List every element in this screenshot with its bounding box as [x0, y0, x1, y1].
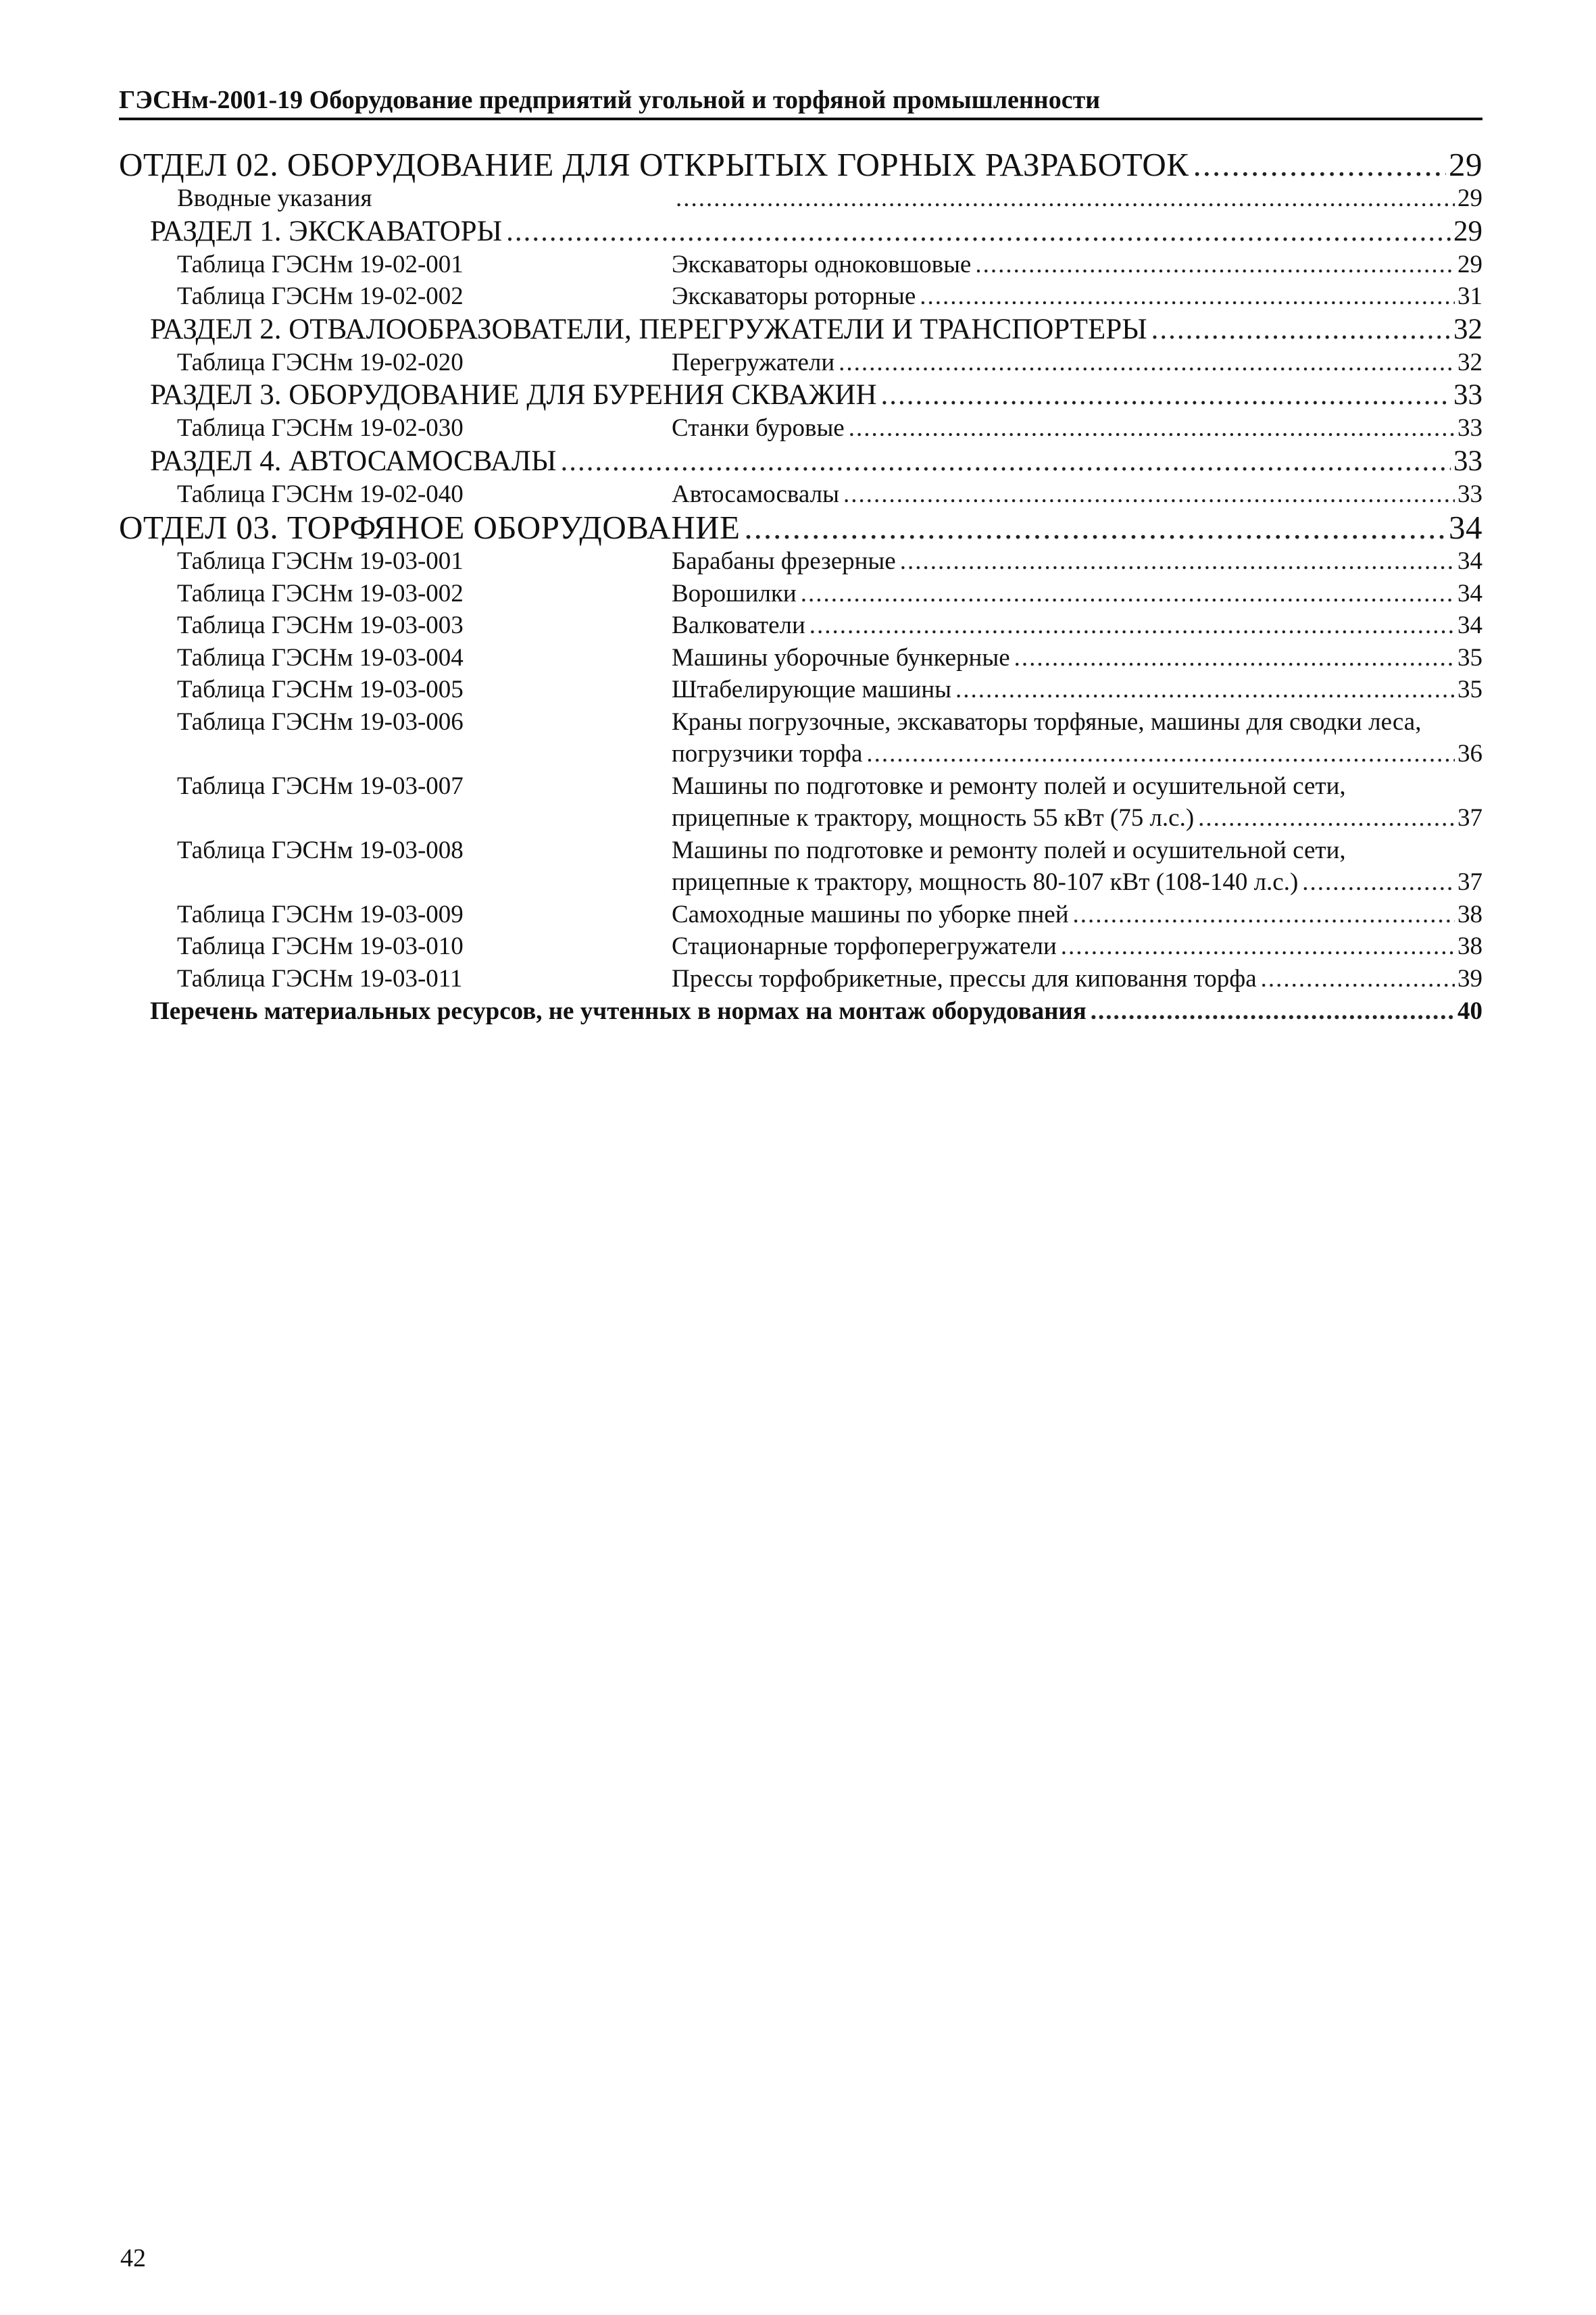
table-code: Таблица ГЭСНм 19-02-030	[177, 414, 464, 442]
toc-entry-title: Машины уборочные бункерные	[672, 643, 1010, 672]
table-code: Таблица ГЭСНм 19-03-006	[177, 707, 464, 736]
dot-leader	[955, 674, 1455, 706]
toc-entry-page: 38	[1457, 900, 1482, 928]
toc-entry-page: 29	[1449, 146, 1482, 183]
toc-entry-page: 31	[1457, 282, 1482, 310]
toc-entry-otdel-02[interactable]	[119, 147, 1482, 182]
dot-leader	[560, 445, 1451, 478]
toc-entry-page: 32	[1457, 348, 1482, 376]
dot-leader	[975, 249, 1455, 281]
table-code: Таблица ГЭСНм 19-03-010	[177, 932, 464, 960]
toc-entry-otdel-03[interactable]	[119, 510, 1482, 545]
toc-entry-title: Станки буровые	[672, 414, 845, 442]
dot-leader	[1151, 313, 1451, 347]
toc-entry-title: Прессы торфобрикетные, прессы для киповання торфа	[672, 964, 1257, 993]
toc-entry-title: Автосамосвалы	[672, 480, 839, 508]
toc-entry-title: ОТДЕЛ 03. ТОРФЯНОЕ ОБОРУДОВАНИЕ	[119, 509, 741, 546]
toc-entry-title: Самоходные машины по уборке пней	[672, 900, 1069, 928]
toc-entry-page: 33	[1457, 480, 1482, 508]
table-code: Таблица ГЭСНм 19-03-003	[177, 612, 464, 639]
table-code: Таблица ГЭСНм 19-03-008	[177, 836, 464, 864]
dot-leader	[900, 545, 1455, 578]
table-code: Таблица ГЭСНм 19-03-005	[177, 676, 464, 703]
toc-entry-page: 29	[1457, 250, 1482, 278]
toc-entry-title: Экскаваторы одноковшовые	[672, 250, 972, 278]
toc-entry-razdel-3[interactable]	[119, 378, 1482, 412]
table-of-contents	[119, 147, 1482, 1028]
toc-entry-table-19-02-002[interactable]	[119, 280, 1482, 313]
toc-entry-title: Перечень материальных ресурсов, не учтенных в нормах на монтаж оборудования	[150, 997, 1087, 1025]
dot-leader	[506, 215, 1451, 249]
table-code: Таблица ГЭСНм 19-03-004	[177, 643, 464, 672]
toc-entry-title: Барабаны фрезерные	[672, 547, 896, 575]
dot-leader	[1261, 963, 1455, 995]
toc-entry-title-line-2: прицепные к трактору, мощность 55 кВт (75 л.с.)	[672, 804, 1195, 832]
table-code: Таблица ГЭСНм 19-02-001	[177, 250, 464, 278]
toc-entry-page: 38	[1457, 932, 1482, 960]
table-code: Таблица ГЭСНм 19-03-001	[177, 547, 464, 575]
toc-entry-title: Стационарные торфоперегружатели	[672, 932, 1057, 960]
toc-entry-page: 33	[1453, 379, 1482, 411]
toc-entry-title-line-1: Машины по подготовке и ремонту полей и осушительной сети,	[672, 836, 1346, 864]
dot-leader	[1014, 642, 1455, 674]
dot-leader	[1302, 866, 1455, 899]
dot-leader	[881, 378, 1451, 412]
toc-entry-page: 33	[1453, 445, 1482, 477]
toc-entry-page: 34	[1457, 547, 1482, 575]
running-header: ГЭСНм-2001-19 Оборудование предприятий угольной и торфяной промышленности	[119, 84, 1482, 120]
toc-entry-table-19-03-005[interactable]	[119, 674, 1482, 706]
table-code: Таблица ГЭСНм 19-03-011	[177, 964, 463, 993]
toc-entry-page: 32	[1453, 313, 1482, 345]
toc-entry-title-line-2: погрузчики торфа	[672, 740, 863, 768]
table-code: Таблица ГЭСНм 19-02-002	[177, 282, 464, 310]
table-code: Таблица ГЭСНм 19-03-009	[177, 900, 464, 928]
dot-leader	[1091, 995, 1455, 1028]
dot-leader	[744, 510, 1446, 545]
toc-entry-table-19-03-007[interactable]	[119, 770, 1482, 835]
dot-leader	[801, 578, 1455, 610]
toc-entry-title: Ворошилки	[672, 579, 797, 607]
toc-entry-page: 29	[1457, 184, 1482, 212]
toc-entry-title: Штабелирующие машины	[672, 676, 952, 703]
page-number: 42	[120, 2244, 146, 2272]
table-code: Таблица ГЭСНм 19-03-002	[177, 579, 464, 607]
dot-leader	[920, 280, 1455, 313]
toc-entry-title: ОТДЕЛ 02. ОБОРУДОВАНИЕ ДЛЯ ОТКРЫТЫХ ГОРНЫХ РАЗРАБОТОК	[119, 146, 1189, 183]
toc-entry-title: РАЗДЕЛ 3. ОБОРУДОВАНИЕ ДЛЯ БУРЕНИЯ СКВАЖИН	[150, 379, 877, 411]
toc-entry-title: Вводные указания	[177, 184, 372, 212]
toc-entry-table-19-03-001[interactable]	[119, 545, 1482, 578]
table-code: Таблица ГЭСНм 19-02-020	[177, 348, 464, 376]
dot-leader	[866, 738, 1455, 770]
toc-entry-title: Валкователи	[672, 612, 805, 639]
table-code: Таблица ГЭСНм 19-03-007	[177, 772, 464, 800]
toc-entry-page: 34	[1449, 509, 1482, 546]
toc-entry-page: 33	[1457, 414, 1482, 442]
toc-entry-page: 39	[1457, 964, 1482, 993]
table-code: Таблица ГЭСНм 19-02-040	[177, 480, 464, 508]
toc-entry-table-19-02-020[interactable]	[119, 347, 1482, 379]
toc-entry-page: 34	[1457, 579, 1482, 607]
toc-entry-title: РАЗДЕЛ 1. ЭКСКАВАТОРЫ	[150, 215, 503, 247]
toc-entry-table-19-02-001[interactable]	[119, 249, 1482, 281]
toc-entry-resources[interactable]	[119, 995, 1482, 1028]
toc-entry-table-19-03-002[interactable]	[119, 578, 1482, 610]
toc-entry-razdel-4[interactable]	[119, 445, 1482, 478]
toc-entry-page: 40	[1457, 997, 1482, 1025]
dot-leader	[843, 478, 1455, 511]
dot-leader	[809, 609, 1455, 642]
toc-entry-title: Перегружатели	[672, 348, 835, 376]
toc-entry-table-19-03-009[interactable]	[119, 899, 1482, 931]
toc-entry-title: РАЗДЕЛ 2. ОТВАЛООБРАЗОВАТЕЛИ, ПЕРЕГРУЖАТЕЛИ И ТРАНСПОРТЕРЫ	[150, 313, 1147, 345]
toc-entry-title-line-1: Машины по подготовке и ремонту полей и осушительной сети,	[672, 772, 1346, 800]
dot-leader	[1193, 147, 1447, 182]
toc-entry-table-19-03-011[interactable]	[119, 963, 1482, 995]
toc-entry-table-19-03-004[interactable]	[119, 642, 1482, 674]
toc-entry-intro[interactable]	[119, 182, 1482, 215]
toc-entry-page: 29	[1453, 215, 1482, 247]
toc-entry-razdel-2[interactable]	[119, 313, 1482, 347]
toc-entry-table-19-03-006[interactable]	[119, 706, 1482, 770]
toc-entry-page: 35	[1457, 643, 1482, 672]
toc-entry-table-19-02-030[interactable]	[119, 412, 1482, 445]
toc-entry-page: 37	[1457, 868, 1482, 896]
dot-leader	[1198, 802, 1455, 835]
dot-leader	[849, 412, 1455, 445]
dot-leader	[1061, 930, 1455, 963]
toc-entry-title-line-2: прицепные к трактору, мощность 80-107 кВт (108-140 л.с.)	[672, 868, 1299, 896]
toc-entry-title: Экскаваторы роторные	[672, 282, 916, 310]
toc-entry-table-19-03-010[interactable]	[119, 930, 1482, 963]
toc-entry-page: 37	[1457, 804, 1482, 832]
toc-entry-razdel-1[interactable]	[119, 215, 1482, 249]
toc-entry-page: 34	[1457, 612, 1482, 639]
dot-leader	[1073, 899, 1455, 931]
dot-leader	[676, 182, 1455, 215]
toc-entry-title-line-1: Краны погрузочные, экскаваторы торфяные, машины для сводки леса,	[672, 707, 1422, 736]
toc-entry-page: 36	[1457, 740, 1482, 768]
toc-entry-table-19-02-040[interactable]	[119, 478, 1482, 511]
toc-entry-page: 35	[1457, 676, 1482, 703]
toc-entry-table-19-03-008[interactable]	[119, 835, 1482, 899]
toc-entry-title: РАЗДЕЛ 4. АВТОСАМОСВАЛЫ	[150, 445, 557, 477]
toc-entry-table-19-03-003[interactable]	[119, 609, 1482, 642]
dot-leader	[839, 347, 1455, 379]
